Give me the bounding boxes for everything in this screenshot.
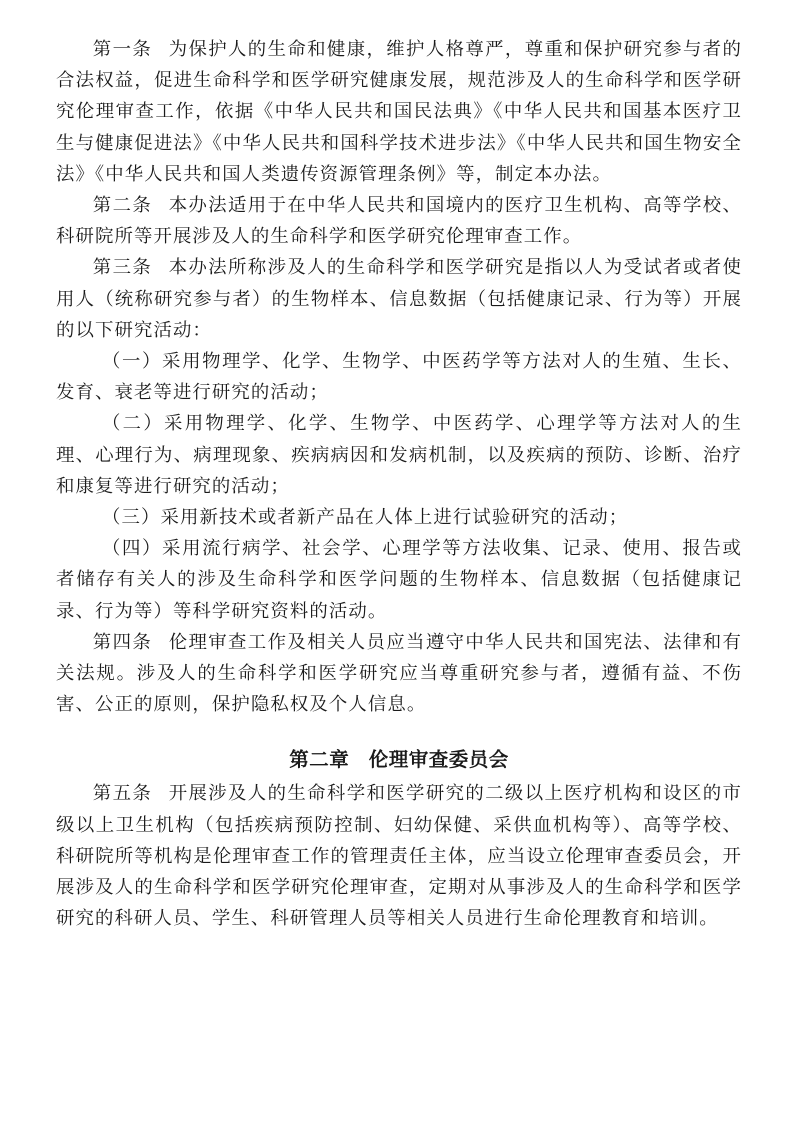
article-1 (56, 34, 742, 190)
chapter-heading (56, 745, 742, 775)
article-text: 本办法所称涉及人的生命科学和医学研究是指以人为受试者或者使用人（统称研究参与者）的生物样本、信息数据（包括健康记录、行为等）开展的以下研究活动： (56, 257, 742, 341)
chapter-title-text: 伦理审查委员会 (368, 748, 509, 772)
article-number: 第三条 (92, 257, 153, 279)
document-page (56, 34, 742, 934)
article-number: 第一条 (92, 39, 153, 60)
article-2 (56, 190, 742, 252)
article-4 (56, 627, 742, 721)
article-3-item-4: （四）采用流行病学、社会学、心理学等方法收集、记录、使用、报告或者储存有关人的涉及生命科学和医学问题的生物样本、信息数据（包括健康记录、行为等）等科学研究资料的活动。 (56, 538, 742, 622)
article-text: 开展涉及人的生命科学和医学研究的二级以上医疗机构和设区的市级以上卫生机构（包括疾病预防控制、妇幼保健、采供血机构等）、高等学校、科研院所等机构是伦理审查工作的管理责任主体，应当设立伦理审查委员会，开展涉及人的生命科学和医学研究伦理审查，定期对从事涉及人的生命科学和医学研究的科研人员、学生、科研管理人员等相关人员进行生命伦理教育和培训。 (56, 783, 742, 930)
article-number: 第五条 (92, 783, 153, 805)
article-text: 本办法适用于在中华人民共和国境内的医疗卫生机构、高等学校、科研院所等开展涉及人的生命科学和医学研究伦理审查工作。 (56, 195, 742, 248)
article-number: 第四条 (92, 631, 153, 653)
article-5 (56, 778, 742, 934)
article-3-item-3: （三）采用新技术或者新产品在人体上进行试验研究的活动； (102, 507, 629, 529)
article-number: 第二条 (92, 195, 153, 217)
article-3 (56, 252, 742, 346)
article-3-item-2: （二）采用物理学、化学、生物学、中医药学、心理学等方法对人的生理、心理行为、病理现象、疾病病因和发病机制，以及疾病的预防、诊断、治疗和康复等进行研究的活动； (56, 413, 742, 497)
article-text: 为保护人的生命和健康，维护人格尊严，尊重和保护研究参与者的合法权益，促进生命科学和医学研究健康发展，规范涉及人的生命科学和医学研究伦理审查工作，依据《中华人民共和国民法典》《中华人民共和国基本医疗卫生与健康促进法》《中华人民共和国科学技术进步法》《中华人民共和国生物安全法》《中华人民共和国人类遗传资源管理条例》等，制定本办法。 (56, 39, 742, 185)
chapter-number: 第二章 (289, 748, 350, 772)
article-3-item-1: （一）采用物理学、化学、生物学、中医药学等方法对人的生殖、生长、发育、衰老等进行研究的活动； (56, 351, 742, 404)
article-text: 伦理审查工作及相关人员应当遵守中华人民共和国宪法、法律和有关法规。涉及人的生命科学和医学研究应当尊重研究参与者，遵循有益、不伤害、公正的原则，保护隐私权及个人信息。 (56, 631, 742, 716)
